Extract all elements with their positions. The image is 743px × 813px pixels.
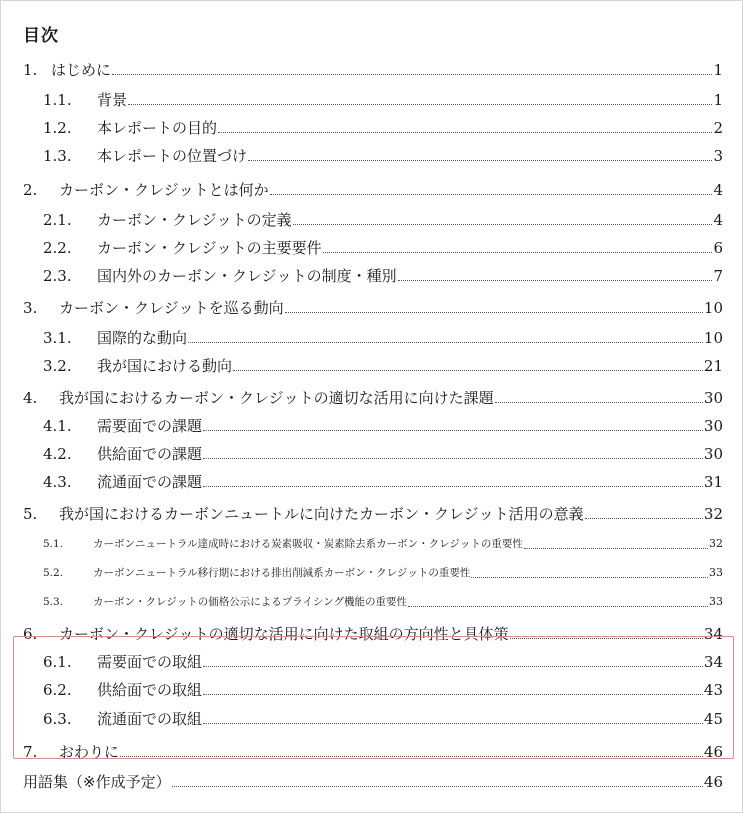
toc-entry-label: 我が国におけるカーボンニュートルに向けたカーボン・クレジット活用の意義: [59, 505, 584, 523]
toc-leader-dots: [218, 131, 712, 133]
toc-entry-number: 4.3.: [43, 473, 72, 491]
toc-entry-number: 6.: [23, 625, 38, 643]
toc-leader-dots: [510, 637, 703, 639]
toc-entry-number: 2.: [23, 181, 38, 199]
toc-leader-dots: [172, 785, 703, 787]
toc-leader-dots: [203, 665, 703, 667]
toc-entry-label: カーボンニュートラル移行期における排出削減系カーボン・クレジットの重要性: [93, 567, 471, 579]
toc-entry-label: カーボン・クレジットの適切な活用に向けた取組の方向性と具体策: [59, 625, 509, 643]
toc-entry-page: 30: [703, 445, 723, 463]
toc-leader-dots: [495, 401, 703, 403]
toc-leader-dots: [203, 429, 703, 431]
toc-entry-page: 34: [703, 653, 723, 671]
toc-entry-number: 1.: [23, 61, 38, 79]
toc-entry[interactable]: [43, 674, 723, 700]
toc-entry-page: 45: [703, 710, 723, 728]
toc-entry[interactable]: [43, 410, 723, 436]
toc-leader-dots: [233, 369, 703, 371]
toc-entry-label: 供給面での取組: [97, 681, 203, 699]
toc-entry[interactable]: [43, 204, 723, 230]
toc-entry[interactable]: [23, 174, 723, 200]
toc-entry[interactable]: [43, 466, 723, 492]
toc-entry-number: 4.: [23, 389, 38, 407]
toc-leader-dots: [203, 722, 703, 724]
toc-entry-number: 1.3.: [43, 147, 72, 165]
toc-leader-dots: [398, 279, 713, 281]
toc-entry-number: 5.1.: [43, 538, 64, 550]
toc-entry[interactable]: [43, 322, 723, 348]
toc-entry-number: 4.1.: [43, 417, 72, 435]
toc-leader-dots: [471, 576, 708, 578]
toc-entry-page: 33: [709, 595, 723, 608]
toc-entry[interactable]: [23, 382, 723, 408]
toc-entry-page: 43: [703, 681, 723, 699]
toc-entry-label: カーボン・クレジットとは何か: [59, 181, 269, 199]
toc-entry[interactable]: [43, 84, 723, 110]
toc-entry-page: 33: [709, 566, 723, 579]
toc-entry-number: 3.: [23, 299, 38, 317]
toc-entry[interactable]: [43, 112, 723, 138]
toc-leader-dots: [524, 547, 708, 549]
toc-entry-number: 1.1.: [43, 91, 72, 109]
toc-entry-number: 6.2.: [43, 681, 72, 699]
toc-entry-page: 7: [713, 267, 723, 285]
toc-entry-page: 10: [703, 299, 723, 317]
toc-entry-number: 6.3.: [43, 710, 72, 728]
toc-entry[interactable]: [43, 646, 723, 672]
toc-entry-page: 34: [703, 625, 723, 643]
toc-entry-page: 30: [703, 389, 723, 407]
toc-entry-label: 需要面での取組: [97, 653, 203, 671]
toc-entry-number: 7.: [23, 743, 38, 761]
toc-entry-page: 32: [703, 505, 723, 523]
toc-leader-dots: [128, 103, 712, 105]
toc-entry-label: おわりに: [59, 743, 120, 761]
toc-entry-page: 4: [713, 181, 723, 199]
toc-entry-label: 需要面での課題: [97, 417, 203, 435]
toc-entry-label: カーボン・クレジットを巡る動向: [59, 299, 284, 317]
toc-entry[interactable]: [43, 703, 723, 729]
toc-entry-label: はじめに: [51, 61, 112, 79]
toc-leader-dots: [203, 485, 703, 487]
toc-entry[interactable]: [23, 618, 723, 644]
toc-entry-label: 流通面での課題: [97, 473, 203, 491]
toc-entry-number: 6.1.: [43, 653, 72, 671]
toc-entry-label: カーボンニュートラル達成時における炭素吸収・炭素除去系カーボン・クレジットの重要性: [93, 538, 523, 550]
toc-entry-number: 2.1.: [43, 211, 72, 229]
toc-entry-page: 3: [713, 147, 723, 165]
toc-leader-dots: [112, 73, 712, 75]
toc-entry-number: 5.: [23, 505, 38, 523]
toc-entry-number: 5.2.: [43, 567, 64, 579]
toc-entry-page: 32: [709, 537, 723, 550]
toc-leader-dots: [203, 457, 703, 459]
toc-entry[interactable]: [23, 736, 723, 762]
toc-leader-dots: [120, 755, 703, 757]
toc-title: 目次: [23, 26, 59, 46]
toc-entry-page: 30: [703, 417, 723, 435]
toc-entry-page: 21: [703, 357, 723, 375]
toc-entry-label: カーボン・クレジットの主要要件: [97, 239, 322, 257]
toc-entry-label: 国際的な動向: [97, 329, 188, 347]
toc-entry-page: 31: [703, 473, 723, 491]
toc-entry-label: 供給面での課題: [97, 445, 203, 463]
toc-entry[interactable]: [43, 586, 723, 612]
toc-entry-number: 2.2.: [43, 239, 72, 257]
toc-entry-number: 3.1.: [43, 329, 72, 347]
toc-entry-label: カーボン・クレジットの価格公示によるプライシング機能の重要性: [93, 596, 407, 608]
toc-entry-page: 46: [703, 743, 723, 761]
toc-entry[interactable]: [23, 766, 723, 792]
toc-entry-page: 1: [713, 61, 723, 79]
toc-entry[interactable]: [43, 350, 723, 376]
toc-entry-label: 本レポートの目的: [97, 119, 218, 137]
toc-entry[interactable]: [23, 54, 723, 80]
toc-entry[interactable]: [43, 557, 723, 583]
toc-entry-label: 用語集（※作成予定）: [23, 773, 171, 791]
toc-entry[interactable]: [43, 232, 723, 258]
toc-entry-label: 我が国におけるカーボン・クレジットの適切な活用に向けた課題: [59, 389, 494, 407]
toc-entry-number: 4.2.: [43, 445, 72, 463]
toc-entry-label: 背景: [97, 91, 128, 109]
toc-entry-label: 我が国における動向: [97, 357, 233, 375]
toc-entry[interactable]: [23, 498, 723, 524]
toc-entry-page: 46: [703, 773, 723, 791]
toc-leader-dots: [585, 517, 703, 519]
toc-entry-page: 10: [703, 329, 723, 347]
toc-entry[interactable]: [43, 528, 723, 554]
toc-leader-dots: [285, 311, 703, 313]
toc-entry-number: 1.2.: [43, 119, 72, 137]
toc-entry-number: 3.2.: [43, 357, 72, 375]
toc-leader-dots: [408, 605, 708, 607]
toc-entry-page: 6: [713, 239, 723, 257]
toc-entry[interactable]: [43, 438, 723, 464]
toc-entry-number: 5.3.: [43, 596, 64, 608]
toc-leader-dots: [203, 693, 703, 695]
toc-entry-number: 2.3.: [43, 267, 72, 285]
toc-entry-label: 国内外のカーボン・クレジットの制度・種別: [97, 267, 397, 285]
toc-entry-page: 2: [713, 119, 723, 137]
toc-leader-dots: [293, 223, 713, 225]
toc-entry[interactable]: [43, 260, 723, 286]
toc-leader-dots: [188, 341, 703, 343]
toc-leader-dots: [248, 159, 712, 161]
toc-entry[interactable]: [23, 292, 723, 318]
toc-entry-label: 本レポートの位置づけ: [97, 147, 248, 165]
toc-entry[interactable]: [43, 140, 723, 166]
toc-entry-page: 4: [713, 211, 723, 229]
toc-entry-label: カーボン・クレジットの定義: [97, 211, 292, 229]
toc-leader-dots: [323, 251, 713, 253]
toc-entry-page: 1: [713, 91, 723, 109]
toc-entry-label: 流通面での取組: [97, 710, 203, 728]
toc-leader-dots: [270, 193, 713, 195]
